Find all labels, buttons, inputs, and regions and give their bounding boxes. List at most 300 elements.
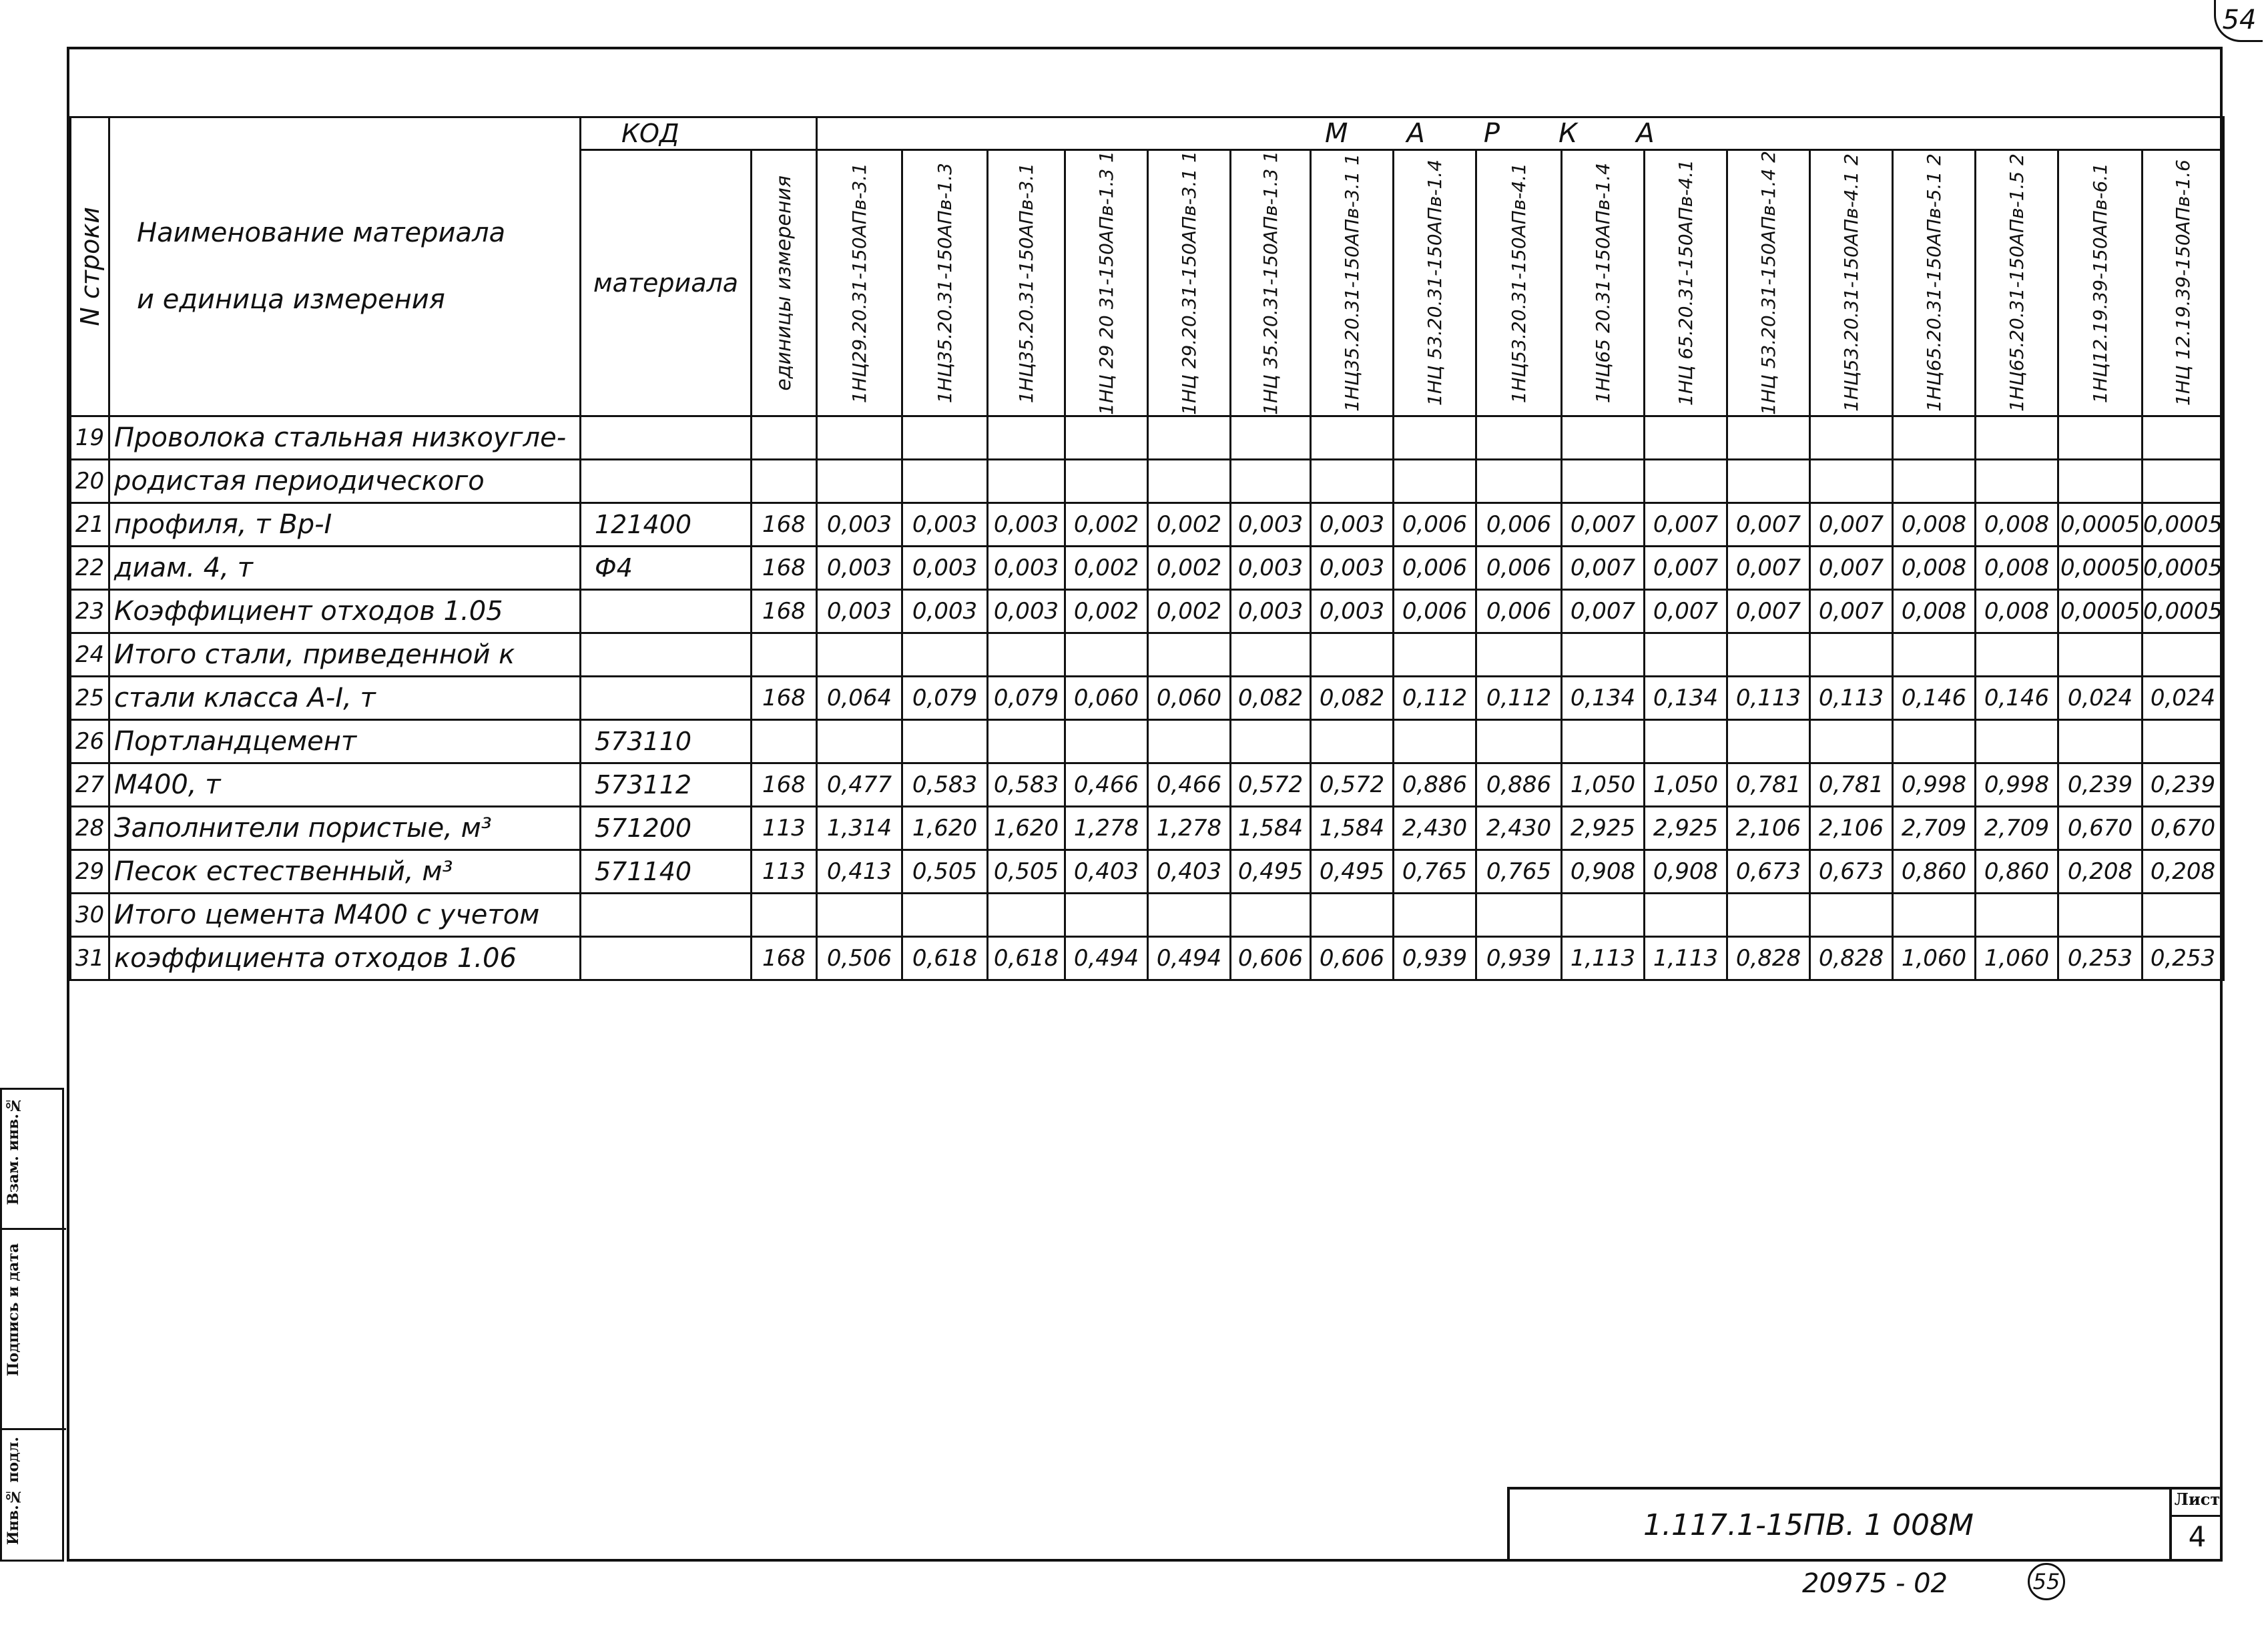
value-cell (1727, 719, 1810, 763)
value-cell: 0,886 (1394, 763, 1476, 806)
value-cell (1810, 633, 1893, 676)
value-cell: 0,828 (1727, 936, 1810, 980)
value-cell (2058, 893, 2143, 936)
value-cell: 0,572 (1231, 763, 1311, 806)
value-cell: 1,050 (1562, 763, 1645, 806)
table-row (71, 546, 2224, 589)
table-row (71, 850, 2224, 893)
table-row (71, 719, 2224, 763)
value-cell (817, 459, 902, 503)
material-name: Итого стали, приведенной к (109, 633, 581, 676)
mark-label: 1НЦ 65.20.31-150АПв-4.1 (1675, 159, 1697, 406)
unit-code: 113 (752, 850, 817, 893)
value-cell: 0,003 (1231, 589, 1311, 633)
value-cell: 0,007 (1810, 503, 1893, 546)
material-code-header: материала (581, 150, 752, 416)
value-cell (2143, 893, 2224, 936)
value-cell (2143, 459, 2224, 503)
line-number: 28 (71, 806, 109, 850)
table-row (71, 893, 2224, 936)
mark-label: 1НЦ35.20.31-150АПв-3.1 (1015, 162, 1037, 403)
value-cell: 0,060 (1148, 676, 1231, 719)
mark-column-header (902, 150, 988, 416)
value-cell (902, 719, 988, 763)
unit-code: 113 (752, 806, 817, 850)
value-cell (2143, 416, 2224, 459)
value-cell (1394, 719, 1476, 763)
value-cell (1976, 633, 2058, 676)
value-cell: 1,314 (817, 806, 902, 850)
line-number: 31 (71, 936, 109, 980)
value-cell: 0,886 (1476, 763, 1562, 806)
value-cell: 0,583 (902, 763, 988, 806)
value-cell: 0,494 (1065, 936, 1148, 980)
sheet-box (2169, 1490, 2223, 1562)
value-cell: 0,860 (1976, 850, 2058, 893)
value-cell (1810, 719, 1893, 763)
value-cell: 0,008 (1893, 546, 1976, 589)
value-cell (1893, 633, 1976, 676)
value-cell (1893, 893, 1976, 936)
value-cell (1231, 893, 1311, 936)
value-cell (1311, 633, 1394, 676)
unit-code (752, 459, 817, 503)
value-cell: 0,253 (2143, 936, 2224, 980)
value-cell: 0,134 (1645, 676, 1727, 719)
material-name: Проволока стальная низкоугле- (109, 416, 581, 459)
unit-code: 168 (752, 503, 817, 546)
sheet-label: Лист (2172, 1490, 2223, 1517)
value-cell: 0,0005 (2143, 589, 2224, 633)
value-cell (1562, 893, 1645, 936)
value-cell (2058, 719, 2143, 763)
value-cell: 0,0005 (2058, 546, 2143, 589)
mark-column-header (1065, 150, 1148, 416)
value-cell: 0,670 (2143, 806, 2224, 850)
value-cell: 1,584 (1311, 806, 1394, 850)
value-cell (1893, 416, 1976, 459)
line-number: 29 (71, 850, 109, 893)
value-cell: 0,765 (1394, 850, 1476, 893)
value-cell: 0,466 (1065, 763, 1148, 806)
table-row (71, 589, 2224, 633)
value-cell: 0,998 (1976, 763, 2058, 806)
line-number: 20 (71, 459, 109, 503)
mark-column-header (2058, 150, 2143, 416)
value-cell (1065, 893, 1148, 936)
value-cell (1065, 719, 1148, 763)
value-cell (1148, 719, 1231, 763)
value-cell: 0,024 (2143, 676, 2224, 719)
title-block (1507, 1487, 2223, 1562)
unit-code (752, 416, 817, 459)
value-cell (1645, 719, 1727, 763)
value-cell: 0,079 (902, 676, 988, 719)
value-cell (1976, 416, 2058, 459)
value-cell (902, 633, 988, 676)
mark-column-header (1562, 150, 1645, 416)
strip-label-signature: Подпись и дата (5, 1243, 22, 1377)
value-cell (1311, 459, 1394, 503)
value-cell: 0,003 (988, 546, 1065, 589)
value-cell (1394, 459, 1476, 503)
document-code: 1.117.1-15ПВ. 1 008М (1643, 1508, 1974, 1542)
value-cell: 0,007 (1562, 546, 1645, 589)
material-code (581, 893, 752, 936)
unit-code: 168 (752, 936, 817, 980)
line-number: 27 (71, 763, 109, 806)
value-cell: 0,113 (1810, 676, 1893, 719)
value-cell: 0,007 (1645, 589, 1727, 633)
value-cell: 0,208 (2058, 850, 2143, 893)
value-cell (1311, 416, 1394, 459)
value-cell: 0,002 (1065, 589, 1148, 633)
value-cell: 0,505 (902, 850, 988, 893)
value-cell: 0,008 (1976, 503, 2058, 546)
mark-column-header (1893, 150, 1976, 416)
material-name: Итого цемента М400 с учетом (109, 893, 581, 936)
material-code: 571200 (581, 806, 752, 850)
value-cell: 0,003 (988, 589, 1065, 633)
material-code (581, 676, 752, 719)
value-cell: 1,278 (1065, 806, 1148, 850)
unit-code: 168 (752, 589, 817, 633)
value-cell: 1,620 (902, 806, 988, 850)
value-cell (1810, 416, 1893, 459)
value-cell: 0,006 (1394, 589, 1476, 633)
value-cell: 0,239 (2058, 763, 2143, 806)
value-cell (988, 459, 1065, 503)
material-code (581, 459, 752, 503)
value-cell: 0,007 (1562, 503, 1645, 546)
value-cell: 0,413 (817, 850, 902, 893)
unit-code: 168 (752, 763, 817, 806)
line-number: 24 (71, 633, 109, 676)
value-cell: 1,060 (1976, 936, 2058, 980)
value-cell (1476, 893, 1562, 936)
material-code (581, 633, 752, 676)
value-cell: 0,003 (902, 546, 988, 589)
value-cell: 0,008 (1976, 546, 2058, 589)
value-cell: 0,572 (1311, 763, 1394, 806)
value-cell (1065, 416, 1148, 459)
unit-code: 168 (752, 546, 817, 589)
value-cell: 0,495 (1231, 850, 1311, 893)
material-name: М400, т (109, 763, 581, 806)
value-cell (1476, 719, 1562, 763)
value-cell: 0,064 (817, 676, 902, 719)
mark-label: 1НЦ35.20.31-150АПв-3.1 1 (1341, 153, 1363, 412)
table-row (71, 806, 2224, 850)
value-cell: 0,618 (902, 936, 988, 980)
value-cell (1065, 633, 1148, 676)
value-cell: 0,0005 (2143, 546, 2224, 589)
value-cell: 1,584 (1231, 806, 1311, 850)
value-cell: 0,007 (1645, 503, 1727, 546)
mark-label: 1НЦ 35.20.31-150АПв-1.3 1 (1259, 151, 1282, 415)
value-cell: 0,002 (1065, 503, 1148, 546)
value-cell: 0,007 (1810, 546, 1893, 589)
value-cell: 0,060 (1065, 676, 1148, 719)
value-cell: 0,998 (1893, 763, 1976, 806)
value-cell (988, 719, 1065, 763)
mark-label: 1НЦ35.20.31-150АПв-1.3 (934, 162, 956, 403)
value-cell (1311, 893, 1394, 936)
mark-label: 1НЦ65.20.31-150АПв-1.5 2 (2006, 153, 2028, 412)
unit-code (752, 719, 817, 763)
mark-column-header (988, 150, 1065, 416)
value-cell (1148, 416, 1231, 459)
value-cell: 0,673 (1810, 850, 1893, 893)
value-cell (817, 633, 902, 676)
material-code: Ф4 (581, 546, 752, 589)
value-cell: 0,403 (1148, 850, 1231, 893)
marka-letter: М (1325, 118, 1348, 149)
value-cell (988, 416, 1065, 459)
mark-column-header (1810, 150, 1893, 416)
value-cell (2143, 633, 2224, 676)
value-cell: 0,003 (1231, 546, 1311, 589)
materials-table (69, 116, 2225, 981)
line-number: 22 (71, 546, 109, 589)
mark-label: 1НЦ 12.19.39-150АПв-1.6 (2171, 159, 2194, 406)
value-cell: 0,003 (817, 589, 902, 633)
value-cell (1727, 633, 1810, 676)
unit-code-header: единицы измерения (752, 150, 817, 416)
marka-letter: Р (1483, 118, 1500, 149)
line-number: 21 (71, 503, 109, 546)
value-cell (1148, 459, 1231, 503)
table-row (71, 503, 2224, 546)
kod-header: КОД (581, 117, 817, 150)
line-number: 30 (71, 893, 109, 936)
value-cell: 0,477 (817, 763, 902, 806)
value-cell (2058, 633, 2143, 676)
value-cell (902, 893, 988, 936)
value-cell: 0,765 (1476, 850, 1562, 893)
value-cell: 2,709 (1893, 806, 1976, 850)
value-cell: 0,670 (2058, 806, 2143, 850)
line-number: 23 (71, 589, 109, 633)
value-cell: 0,003 (902, 503, 988, 546)
value-cell (1231, 416, 1311, 459)
value-cell (1727, 893, 1810, 936)
line-number: 26 (71, 719, 109, 763)
value-cell: 0,082 (1231, 676, 1311, 719)
mark-label: 1НЦ 29 20 31-150АПв-1.3 1 (1095, 151, 1117, 415)
unit-code (752, 893, 817, 936)
value-cell: 0,606 (1231, 936, 1311, 980)
value-cell (1645, 416, 1727, 459)
material-name: Песок естественный, м³ (109, 850, 581, 893)
value-cell: 1,278 (1148, 806, 1231, 850)
value-cell (1476, 633, 1562, 676)
value-cell (817, 893, 902, 936)
material-code: 571140 (581, 850, 752, 893)
table-row (71, 633, 2224, 676)
value-cell: 0,618 (988, 936, 1065, 980)
name-header: Наименование материала и единица измерения (109, 117, 581, 416)
mark-column-header (1645, 150, 1727, 416)
value-cell: 0,208 (2143, 850, 2224, 893)
sheet-mark-top: 54 (2214, 0, 2263, 42)
table-row (71, 936, 2224, 980)
value-cell (1148, 893, 1231, 936)
value-cell (988, 893, 1065, 936)
unit-code (752, 633, 817, 676)
value-cell: 0,003 (817, 546, 902, 589)
value-cell: 2,925 (1645, 806, 1727, 850)
line-number: 19 (71, 416, 109, 459)
value-cell: 0,006 (1476, 546, 1562, 589)
value-cell: 1,620 (988, 806, 1065, 850)
mark-column-header (1727, 150, 1810, 416)
value-cell (1476, 459, 1562, 503)
value-cell: 0,112 (1476, 676, 1562, 719)
mark-label: 1НЦ29.20.31-150АПв-3.1 (848, 162, 870, 403)
marka-letter: А (1636, 118, 1655, 149)
value-cell: 0,939 (1476, 936, 1562, 980)
value-cell: 0,003 (817, 503, 902, 546)
value-cell: 0,146 (1976, 676, 2058, 719)
value-cell: 0,002 (1148, 589, 1231, 633)
value-cell (1976, 893, 2058, 936)
value-cell: 0,403 (1065, 850, 1148, 893)
value-cell: 0,006 (1476, 503, 1562, 546)
value-cell (1976, 719, 2058, 763)
value-cell: 0,908 (1645, 850, 1727, 893)
mark-label: 1НЦ12.19.39-150АПв-6.1 (2089, 162, 2111, 403)
material-code (581, 416, 752, 459)
material-code: 573112 (581, 763, 752, 806)
value-cell: 0,007 (1727, 546, 1810, 589)
material-code (581, 936, 752, 980)
value-cell (1311, 719, 1394, 763)
value-cell: 0,007 (1727, 503, 1810, 546)
value-cell: 0,006 (1394, 546, 1476, 589)
value-cell (1562, 719, 1645, 763)
line-number: 25 (71, 676, 109, 719)
value-cell: 0,781 (1727, 763, 1810, 806)
value-cell: 0,253 (2058, 936, 2143, 980)
value-cell: 0,583 (988, 763, 1065, 806)
value-cell (1394, 416, 1476, 459)
sheet-mark-bottom: 55 (2028, 1563, 2065, 1600)
value-cell: 0,939 (1394, 936, 1476, 980)
value-cell: 0,082 (1311, 676, 1394, 719)
value-cell: 0,146 (1893, 676, 1976, 719)
value-cell: 0,003 (1311, 589, 1394, 633)
value-cell (1394, 893, 1476, 936)
value-cell: 2,430 (1476, 806, 1562, 850)
material-name: коэффициента отходов 1.06 (109, 936, 581, 980)
value-cell: 2,106 (1727, 806, 1810, 850)
mark-label: 1НЦ 53.20.31-150АПв-1.4 2 (1757, 151, 1779, 415)
material-name: стали класса А-I, т (109, 676, 581, 719)
value-cell: 2,430 (1394, 806, 1476, 850)
table-row (71, 416, 2224, 459)
value-cell (1231, 459, 1311, 503)
value-cell: 0,505 (988, 850, 1065, 893)
table-row (71, 676, 2224, 719)
value-cell (1810, 893, 1893, 936)
value-cell: 1,113 (1562, 936, 1645, 980)
mark-column-header (1476, 150, 1562, 416)
mark-label: 1НЦ 53.20.31-150АПв-1.4 (1424, 159, 1446, 406)
value-cell: 0,007 (1645, 546, 1727, 589)
table-row (71, 763, 2224, 806)
value-cell (1645, 459, 1727, 503)
strip-label-inventory: Инв.№ подл. (5, 1437, 22, 1546)
material-code: 573110 (581, 719, 752, 763)
value-cell (1893, 459, 1976, 503)
strip-label-replaced: Взам. инв.№ (5, 1096, 22, 1205)
value-cell: 0,003 (1311, 546, 1394, 589)
value-cell: 0,079 (988, 676, 1065, 719)
mark-column-header (1231, 150, 1311, 416)
material-code: 121400 (581, 503, 752, 546)
value-cell: 0,673 (1727, 850, 1810, 893)
value-cell: 0,024 (2058, 676, 2143, 719)
value-cell (1231, 633, 1311, 676)
value-cell: 0,007 (1810, 589, 1893, 633)
value-cell (1727, 459, 1810, 503)
value-cell (817, 416, 902, 459)
value-cell (1231, 719, 1311, 763)
value-cell: 1,060 (1893, 936, 1976, 980)
value-cell: 0,008 (1893, 589, 1976, 633)
unit-code: 168 (752, 676, 817, 719)
value-cell: 0,002 (1065, 546, 1148, 589)
value-cell (1394, 633, 1476, 676)
marka-letter: К (1558, 118, 1578, 149)
value-cell: 0,008 (1976, 589, 2058, 633)
value-cell: 0,007 (1562, 589, 1645, 633)
value-cell (1645, 893, 1727, 936)
table-row (71, 459, 2224, 503)
archive-number: 20975 - 02 (1802, 1568, 1948, 1599)
mark-label: 1НЦ53.20.31-150АПв-4.1 (1508, 162, 1530, 403)
value-cell: 0,003 (1231, 503, 1311, 546)
value-cell: 0,606 (1311, 936, 1394, 980)
value-cell (1645, 633, 1727, 676)
value-cell: 0,113 (1727, 676, 1810, 719)
marka-letter: А (1406, 118, 1425, 149)
mark-label: 1НЦ 29.20.31-150АПв-3.1 1 (1178, 151, 1200, 415)
value-cell: 0,0005 (2058, 589, 2143, 633)
value-cell: 0,006 (1476, 589, 1562, 633)
value-cell (1476, 416, 1562, 459)
marka-header (817, 117, 2224, 150)
value-cell (2058, 459, 2143, 503)
material-name: диам. 4, т (109, 546, 581, 589)
value-cell (1065, 459, 1148, 503)
value-cell: 0,860 (1893, 850, 1976, 893)
mark-column-header (1976, 150, 2058, 416)
material-name: Коэффициент отходов 1.05 (109, 589, 581, 633)
value-cell (1148, 633, 1231, 676)
sheet-number: 4 (2188, 1520, 2207, 1553)
value-cell (1810, 459, 1893, 503)
value-cell (902, 416, 988, 459)
value-cell (2143, 719, 2224, 763)
value-cell: 0,781 (1810, 763, 1893, 806)
mark-label: 1НЦ53.20.31-150АПв-4.1 2 (1840, 153, 1862, 412)
value-cell: 0,0005 (2143, 503, 2224, 546)
line-no-header: N строки (71, 117, 109, 416)
mark-label: 1НЦ65 20.31-150АПв-1.4 (1592, 162, 1614, 403)
value-cell (1727, 416, 1810, 459)
